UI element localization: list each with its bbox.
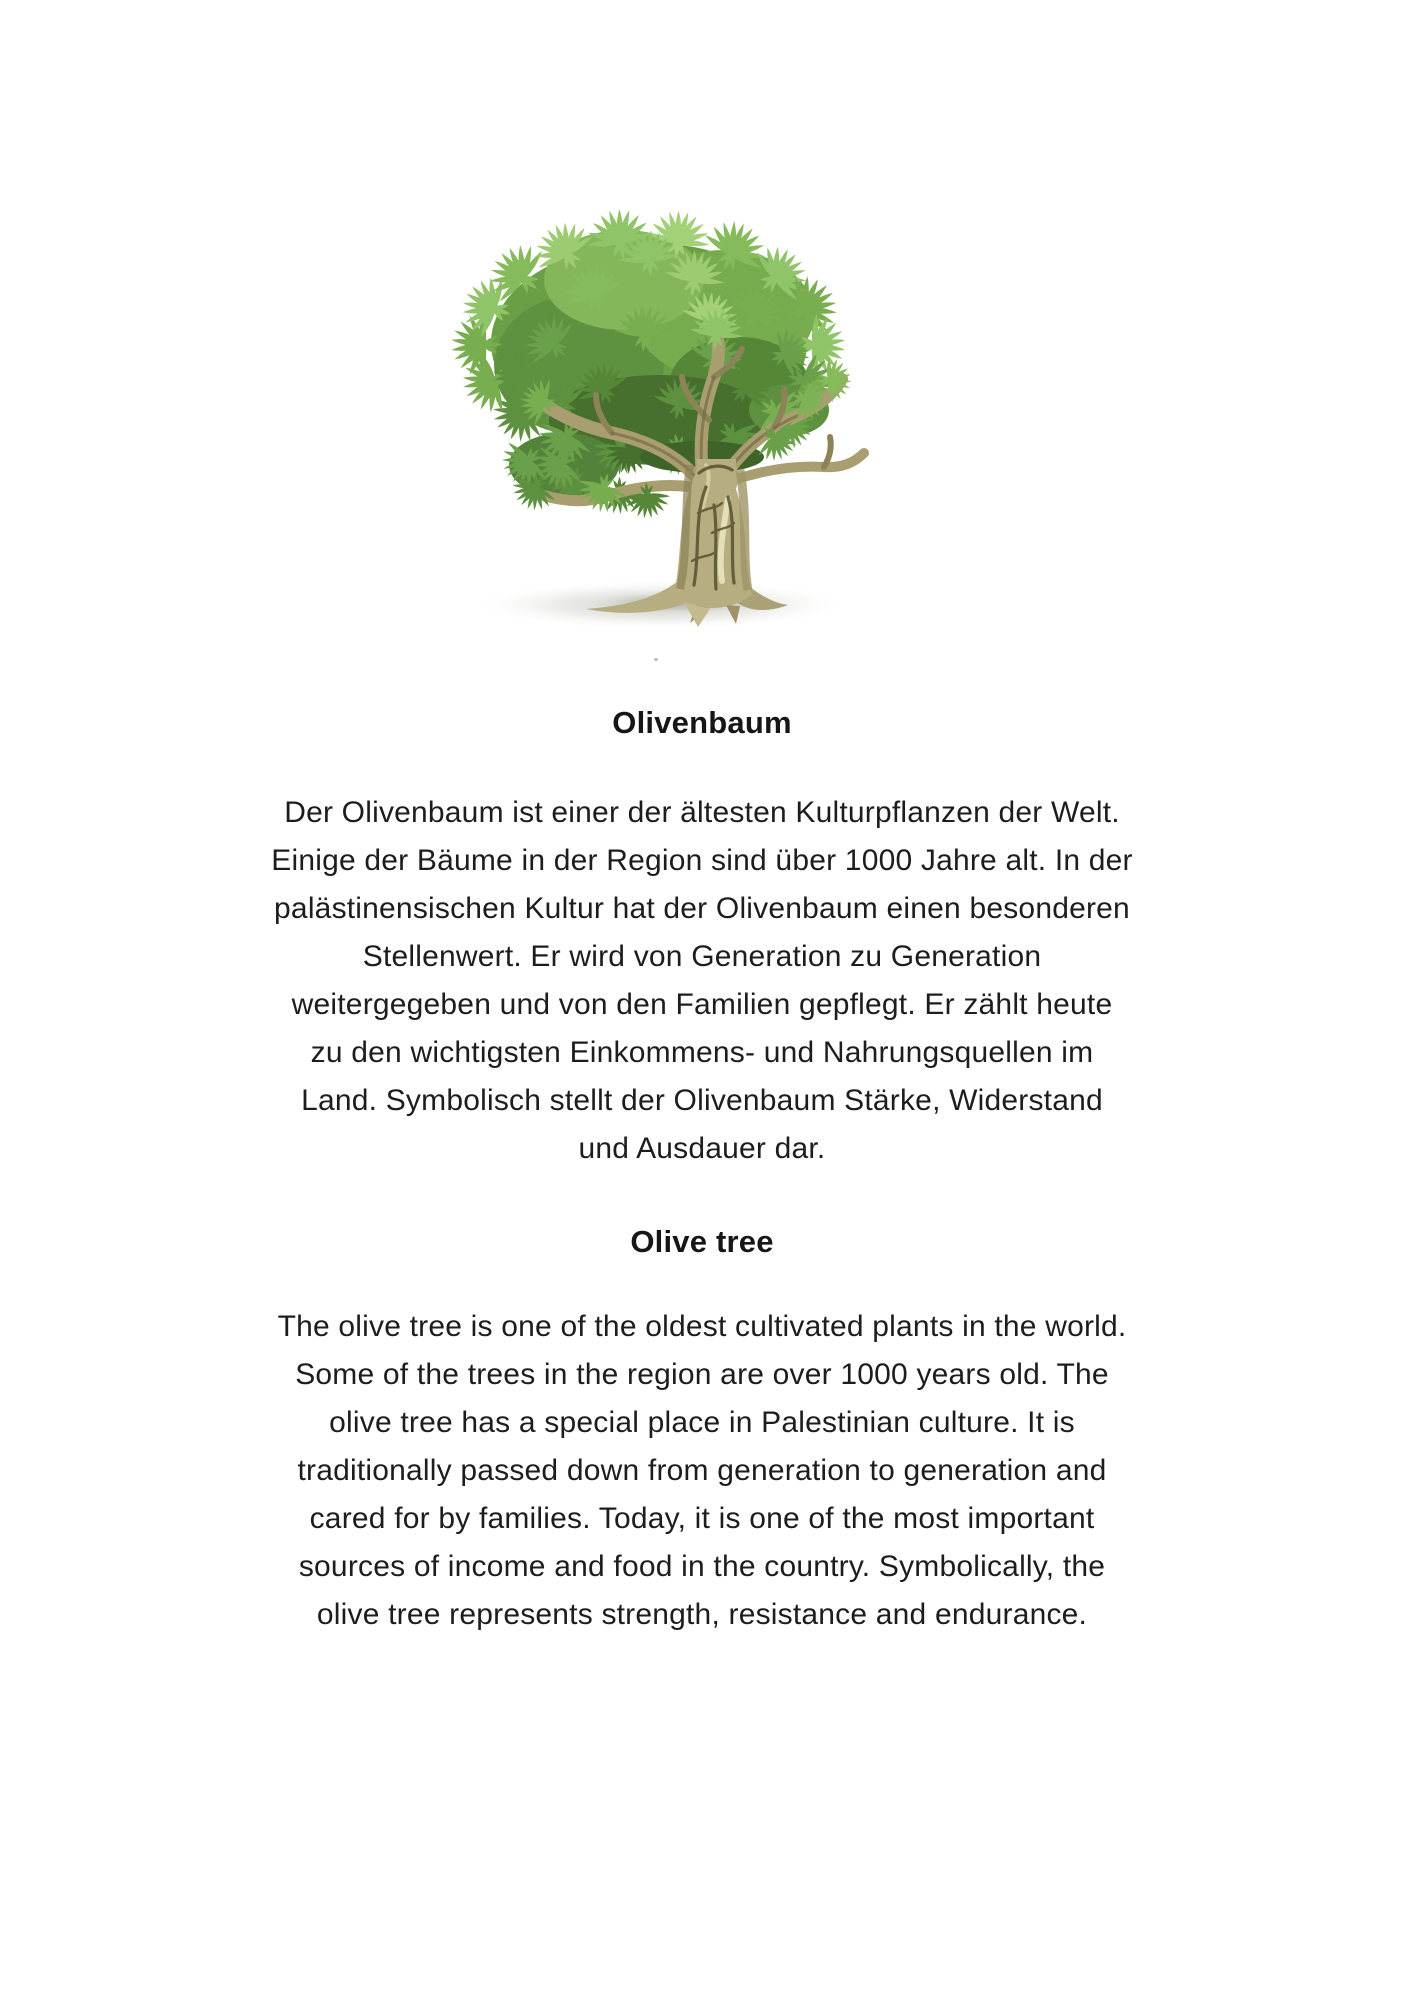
olive-tree-image	[444, 165, 984, 643]
text-line: Der Olivenbaum ist einer der ältesten Kulturpflanzen der Welt.	[284, 796, 1120, 829]
text-line: sources of income and food in the country. Symbolically, the	[298, 1550, 1106, 1583]
heading-olive-tree: Olive tree	[630, 1224, 774, 1259]
text-line: Stellenwert. Er wird von Generation zu Generation	[362, 940, 1042, 973]
text-line: cared for by families. Today, it is one of the most important	[309, 1502, 1095, 1535]
text-line: olive tree has a special place in Palestinian culture. It is	[329, 1406, 1075, 1439]
heading-olivenbaum: Olivenbaum	[612, 705, 792, 740]
tiny-dot-artifact	[654, 658, 658, 661]
text-line: zu den wichtigsten Einkommens- und Nahrungsquellen im	[310, 1036, 1094, 1069]
text-line: Land. Symbolisch stellt der Olivenbaum Stärke, Widerstand	[301, 1084, 1103, 1117]
text-line: Some of the trees in the region are over 1000 years old. The	[295, 1358, 1109, 1391]
text-line: The olive tree is one of the oldest cultivated plants in the world.	[277, 1310, 1127, 1343]
paragraph-german	[0, 789, 1404, 1173]
text-line: weitergegeben und von den Familien gepflegt. Er zählt heute	[291, 988, 1113, 1021]
text-line: traditionally passed down from generation to generation and	[297, 1454, 1107, 1487]
olive-tree-illustration	[444, 165, 984, 643]
text-line: Einige der Bäume in der Region sind über 1000 Jahre alt. In der	[271, 844, 1133, 877]
paragraph-english	[0, 1303, 1404, 1639]
text-line: und Ausdauer dar.	[578, 1132, 826, 1165]
text-line: palästinensischen Kultur hat der Olivenbaum einen besonderen	[274, 892, 1130, 925]
text-line: olive tree represents strength, resistance and endurance.	[316, 1598, 1088, 1631]
